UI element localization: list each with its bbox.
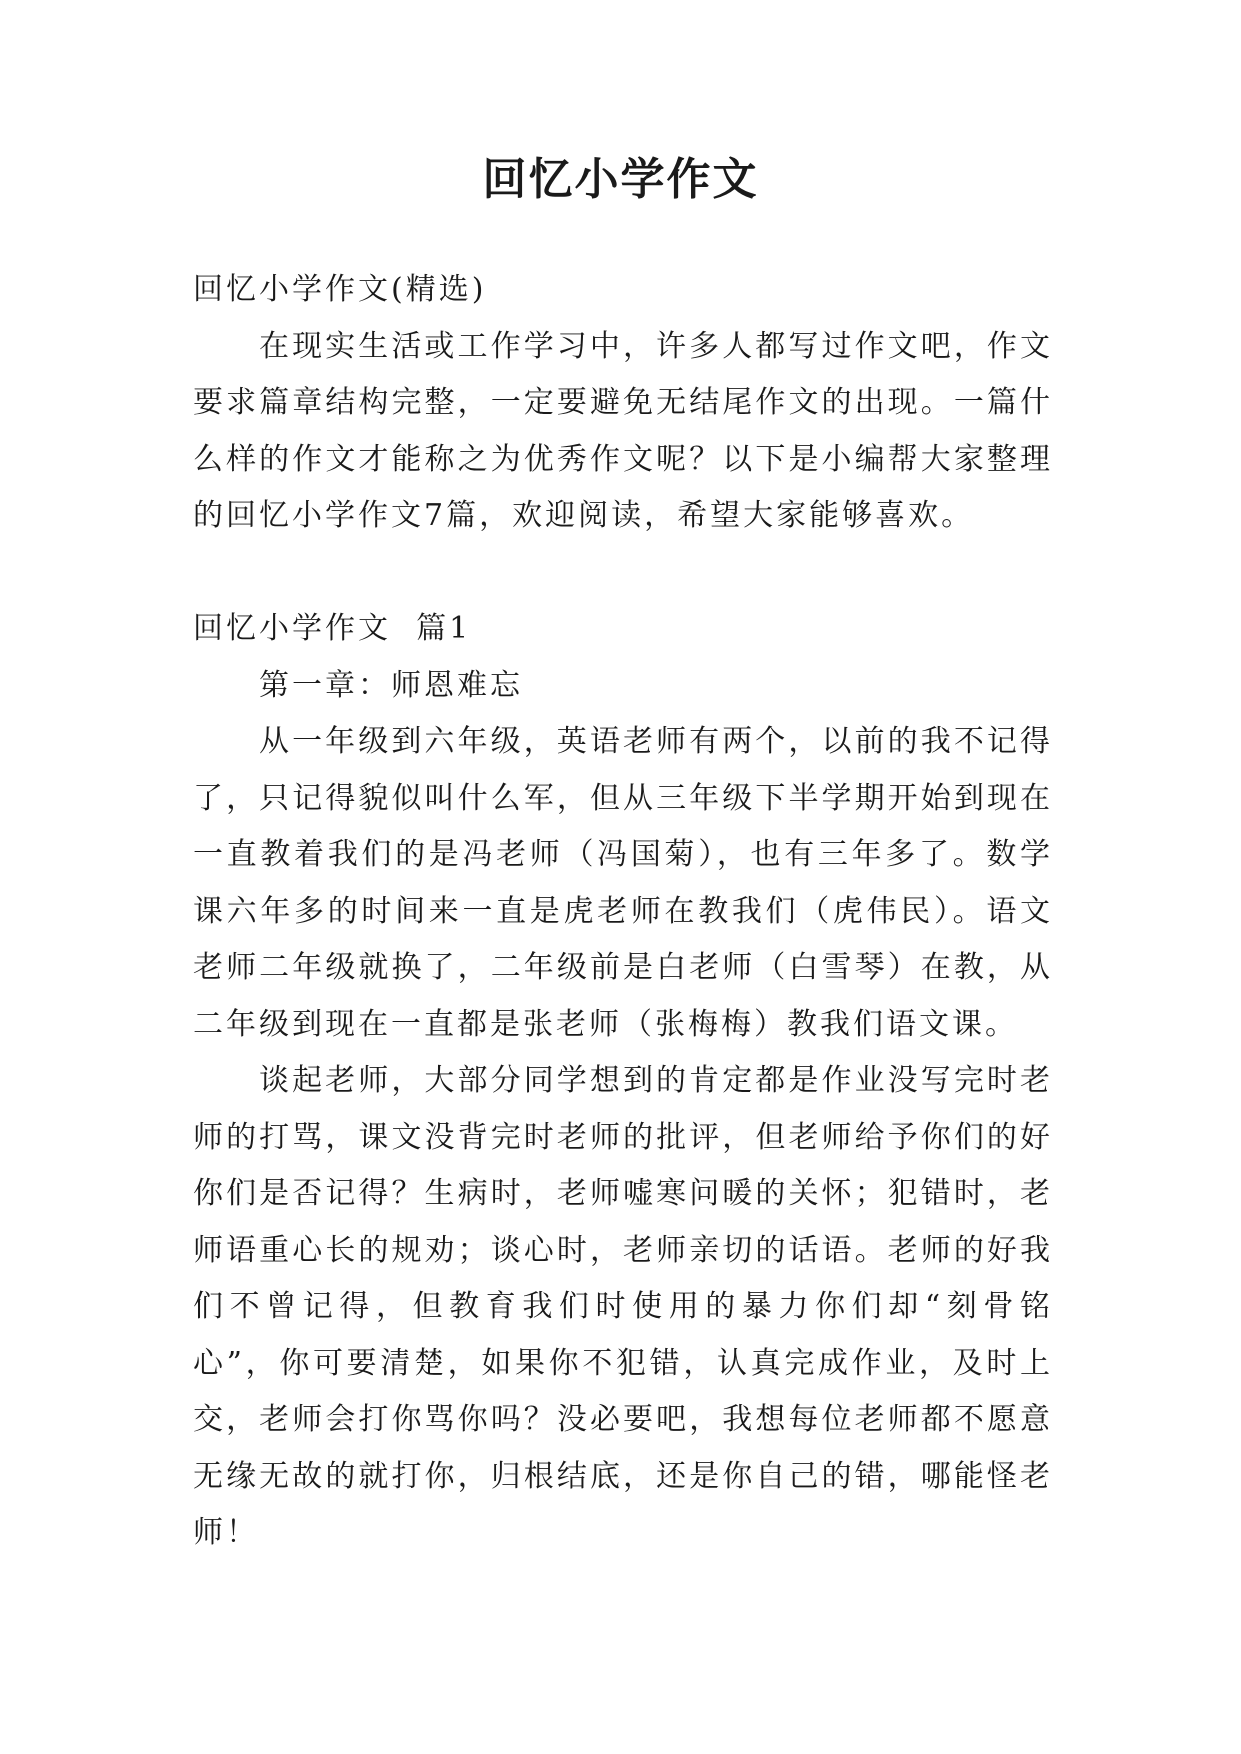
body-paragraph: 谈起老师，大部分同学想到的肯定都是作业没写完时老师的打骂，课文没背完时老师的批评，但老师给予你们的好你们是否记得？生病时，老师嘘寒问暖的关怀；犯错时，老师语重心长的规劝；谈心时，老师亲切的话语。老师的好我们不曾记得，但教育我们时使用的暴力你们却“刻骨铭心”，你可要清楚，如果你不犯错，认真完成作业，及时上交，老师会打你骂你吗？没必要吧，我想每位老师都不愿意无缘无故的就打你，归根结底，还是你自己的错，哪能怪老师！ bbox=[193, 1063, 1053, 1550]
chapter-heading: 第一章：师恩难忘 bbox=[259, 667, 523, 703]
body-paragraph: 从一年级到六年级，英语老师有两个，以前的我不记得了，只记得貌似叫什么军，但从三年级下半学期开始到现在一直教着我们的是冯老师（冯国菊），也有三年多了。数学课六年多的时间来一直是虎老师在教我们（虎伟民）。语文老师二年级就换了，二年级前是白老师（白雪琴）在教，从二年级到现在一直都是张老师（张梅梅）教我们语文课。 bbox=[193, 724, 1053, 1042]
document-body bbox=[193, 262, 1053, 1562]
section-heading: 回忆小学作文 篇1 bbox=[193, 611, 472, 646]
section-spacer bbox=[193, 545, 1053, 602]
intro-paragraph: 在现实生活或工作学习中，许多人都写过作文吧，作文要求篇章结构完整，一定要避免无结尾作文的出现。一篇什么样的作文才能称之为优秀作文呢？以下是小编帮大家整理的回忆小学作文7篇，欢迎阅读，希望大家能够喜欢。 bbox=[193, 328, 1053, 533]
document-title: 回忆小学作文 bbox=[482, 154, 759, 205]
document-subtitle: 回忆小学作文(精选) bbox=[193, 272, 487, 307]
